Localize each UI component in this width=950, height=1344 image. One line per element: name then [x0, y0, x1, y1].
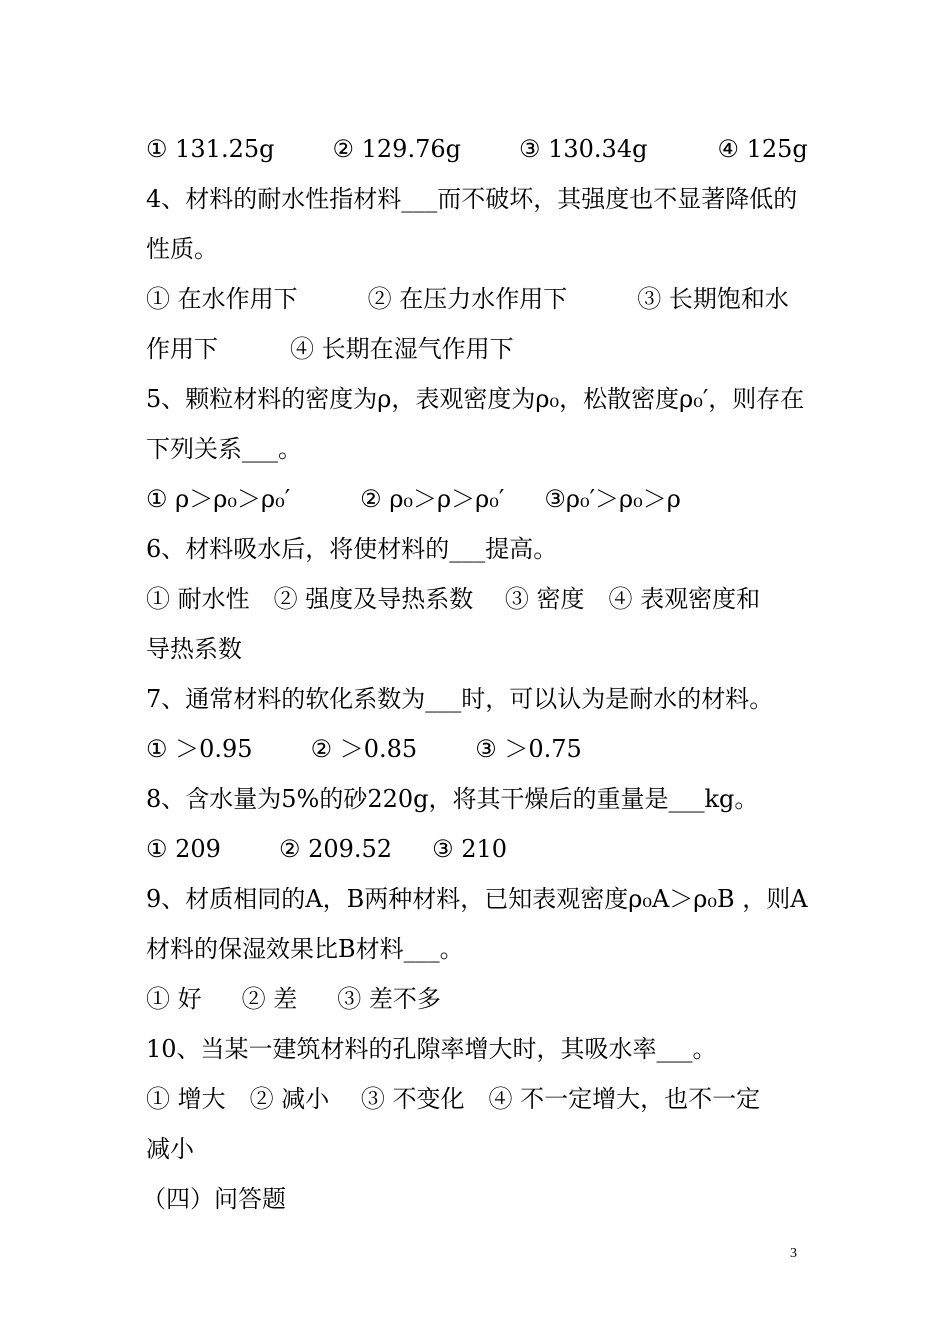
- option: ② 209.52: [278, 835, 393, 863]
- question-9: 9、材质相同的A，B两种材料，已知表观密度ρ₀A＞ρ₀B ，则A: [146, 885, 808, 913]
- option: ② ρ₀＞ρ＞ρ₀′: [360, 485, 505, 513]
- options-q4: [146, 274, 810, 324]
- options-q7: [146, 724, 810, 774]
- options-q6-cont: 导热系数: [146, 635, 242, 663]
- page-number: 3: [790, 1246, 797, 1261]
- option: ① 131.25g: [146, 135, 275, 163]
- question-10: 10、当某一建筑材料的孔隙率增大时，其吸水率___。: [146, 1035, 717, 1063]
- options-q9: [146, 974, 810, 1024]
- option: ① 好: [146, 985, 202, 1013]
- option: ③ 差不多: [337, 985, 441, 1013]
- section-heading: （四）问答题: [142, 1185, 286, 1213]
- option: ② ＞0.85: [310, 735, 418, 763]
- options-q5: [146, 474, 810, 524]
- question-6: 6、材料吸水后，将使材料的___提高。: [146, 535, 558, 563]
- option: ③ 130.34g: [518, 135, 648, 163]
- option: ③ρ₀′＞ρ₀＞ρ: [544, 485, 681, 513]
- question-4: 4、材料的耐水性指材料___而不破坏，其强度也不显著降低的: [146, 185, 798, 213]
- option: ④ 125g: [717, 135, 808, 163]
- option: ① ρ＞ρ₀＞ρ₀′: [146, 485, 291, 513]
- question-8: 8、含水量为5%的砂220g，将其干燥后的重量是___kg。: [146, 785, 759, 813]
- question-5: 5、颗粒材料的密度为ρ，表观密度为ρ₀，松散密度ρ₀′，则存在: [146, 385, 805, 413]
- option: ③ 210: [432, 835, 508, 863]
- options-q4-cont: 作用下 ④ 长期在湿气作用下: [146, 335, 514, 363]
- option: ② 在压力水作用下: [367, 285, 568, 313]
- question-4-cont: 性质。: [146, 235, 218, 263]
- option: ② 差: [241, 985, 298, 1013]
- question-9-cont: 材料的保湿效果比B材料___。: [146, 935, 464, 963]
- options-q10: ① 增大 ② 减小 ③ 不变化 ④ 不一定增大，也不一定: [146, 1085, 761, 1113]
- question-7: 7、通常材料的软化系数为___时，可以认为是耐水的材料。: [146, 685, 774, 713]
- document-body: [142, 124, 810, 1224]
- option: ② 129.76g: [332, 135, 461, 163]
- option: ③ ＞0.75: [475, 735, 582, 763]
- option: ① 209: [146, 835, 221, 863]
- option: ① ＞0.95: [146, 735, 253, 763]
- option: ① 在水作用下: [146, 285, 298, 313]
- question-5-cont: 下列关系___。: [146, 435, 302, 463]
- options-q3: [146, 124, 810, 174]
- options-q10-cont: 减小: [146, 1135, 194, 1163]
- option: ③ 长期饱和水: [637, 285, 789, 313]
- options-q8: [146, 824, 810, 874]
- options-q6: ① 耐水性 ② 强度及导热系数 ③ 密度 ④ 表观密度和: [146, 585, 761, 613]
